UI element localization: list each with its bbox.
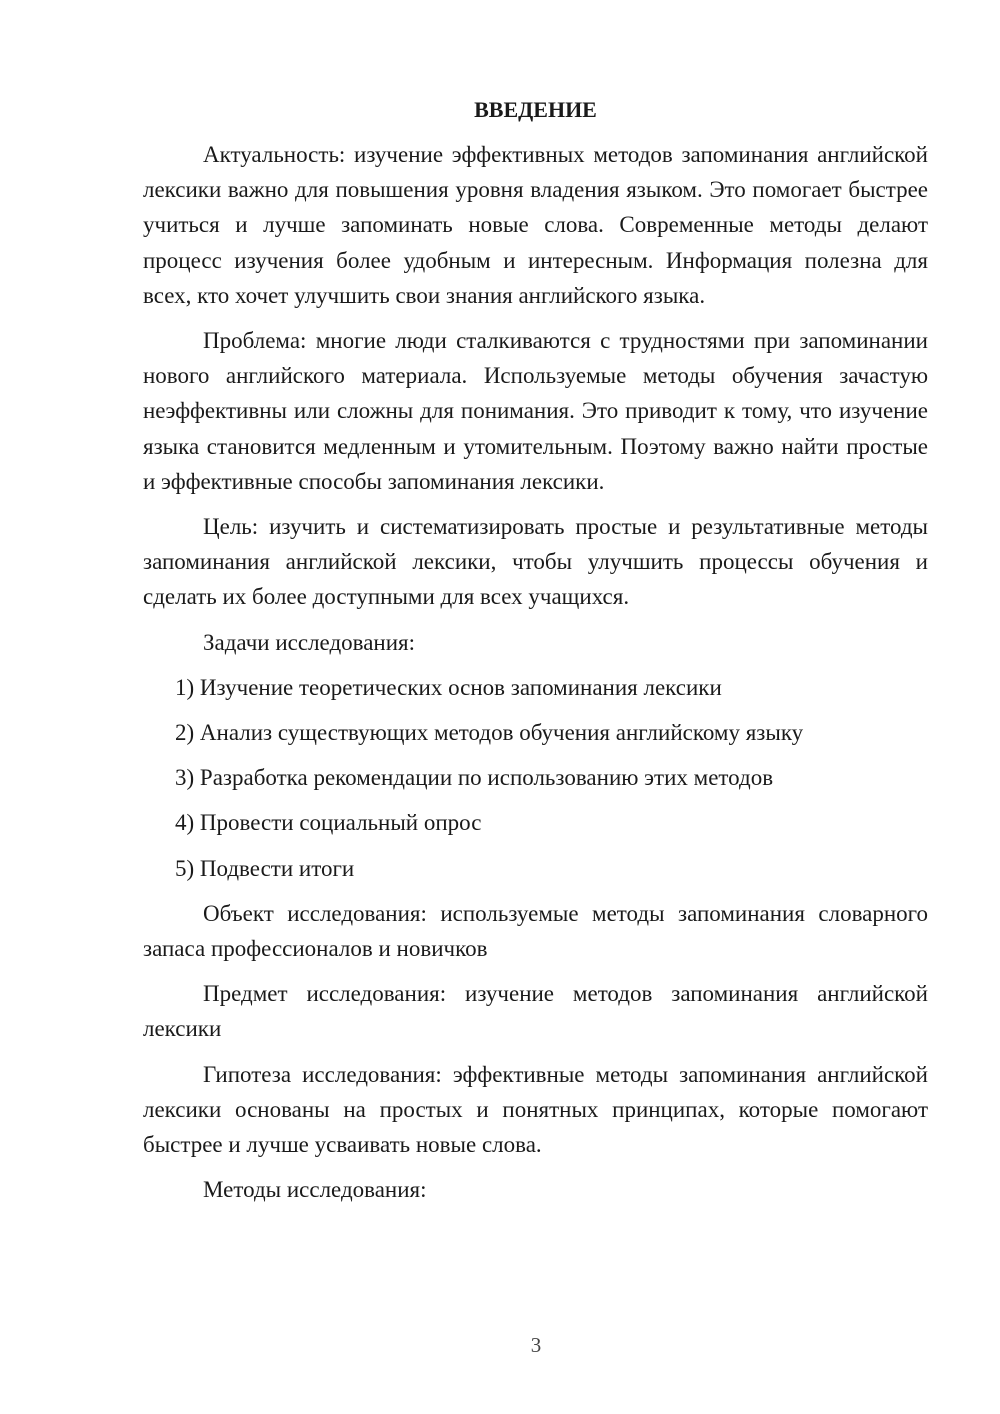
- task-item-3: 3) Разработка рекомендации по использованию этих методов: [175, 765, 774, 791]
- page-title: ВВЕДЕНИЕ: [474, 97, 597, 122]
- tasks-heading: Задачи исследования:: [203, 629, 416, 655]
- relevance-paragraph: Актуальность: изучение эффективных методов запоминания английской лексики важно для повышения уровня владения языком. Это помогает быстрее учиться и лучше запоминать новые слова. Современные методы делают процесс изучения более удобным и интересным. Информация полезна для всех, кто хочет улучшить свои знания английского языка.: [143, 142, 928, 308]
- object-paragraph: Объект исследования: используемые методы запоминания словарного запаса профессионалов и новичков: [143, 900, 928, 962]
- hypothesis-paragraph: Гипотеза исследования: эффективные методы запоминания английской лексики основаны на простых и понятных принципах, которые помогают быстрее и лучше усваивать новые слова.: [143, 1061, 928, 1158]
- problem-paragraph: Проблема: многие люди сталкиваются с трудностями при запоминании нового английского материала. Используемые методы обучения зачастую неэффективны или сложны для понимания. Это приводит к тому, что изучение языка становится медленным и утомительным. Поэтому важно найти простые и эффективные способы запоминания лексики.: [143, 328, 928, 494]
- methods-heading: Методы исследования:: [203, 1177, 427, 1203]
- page-number: 3: [530, 1333, 542, 1357]
- goal-paragraph: Цель: изучить и систематизировать простые и результативные методы запоминания английской лексики, чтобы улучшить процессы обучения и сделать их более доступными для всех учащихся.: [143, 514, 928, 610]
- subject-paragraph: Предмет исследования: изучение методов запоминания английской лексики: [143, 981, 928, 1042]
- task-item-2: 2) Анализ существующих методов обучения английскому языку: [175, 720, 804, 746]
- task-item-5: 5) Подвести итоги: [175, 855, 355, 881]
- task-item-4: 4) Провести социальный опрос: [175, 810, 482, 836]
- page-content: [143, 94, 928, 1217]
- task-item-1: 1) Изучение теоретических основ запоминания лексики: [175, 674, 722, 700]
